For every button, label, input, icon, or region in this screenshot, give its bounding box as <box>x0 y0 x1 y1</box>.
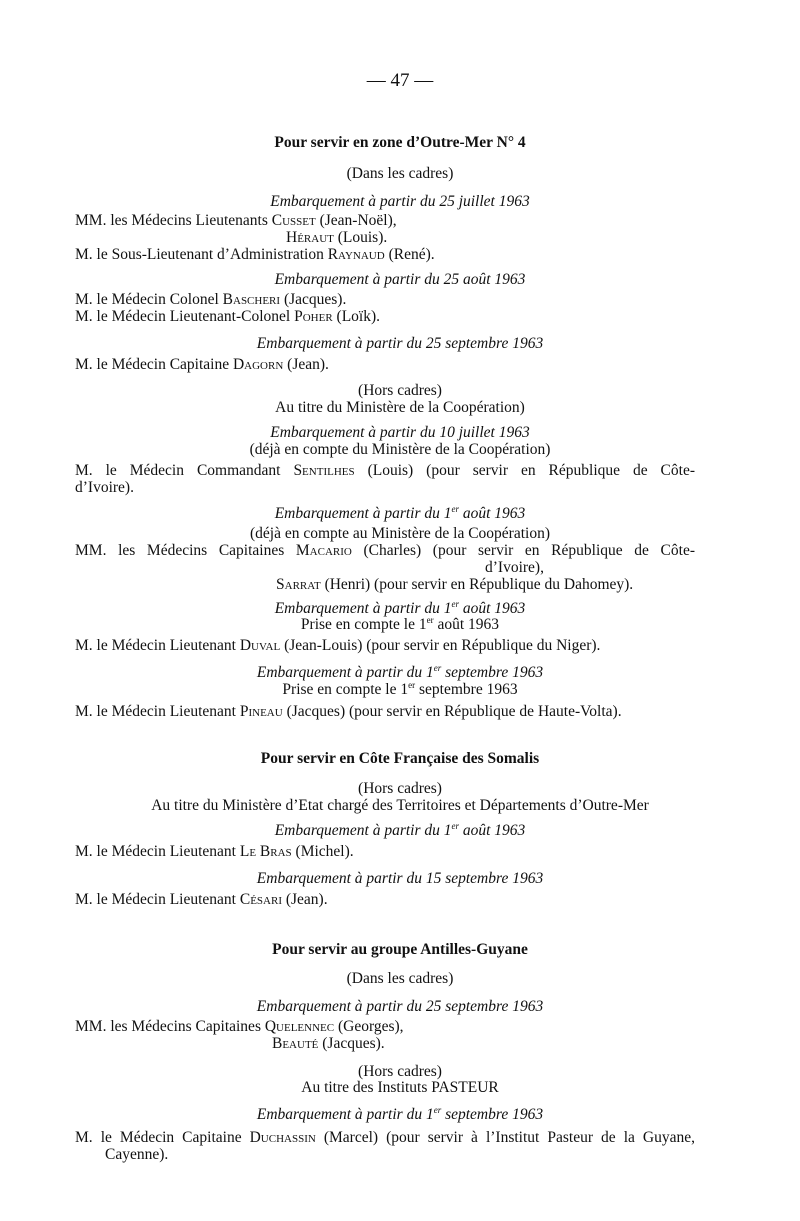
appointment-line: MM. les Médecins Lieutenants Cusset (Jean-Noël), <box>75 212 397 229</box>
section-title-antilles-guyane: Pour servir au groupe Antilles-Guyane <box>272 941 528 958</box>
surname: Césari <box>239 891 282 908</box>
note-line: (déjà en compte du Ministère de la Coopération) <box>249 441 551 458</box>
subheading-instituts: Au titre des Instituts PASTEUR <box>301 1079 499 1096</box>
appointment-line-continued: d’Ivoire). <box>75 479 134 496</box>
surname: Héraut <box>286 229 334 246</box>
appointment-line: M. le Médecin Capitaine Duchassin (Marcel) (pour servir à l’Institut Pasteur de la Guyane, <box>75 1129 695 1146</box>
subheading-dans-cadres: (Dans les cadres) <box>346 165 454 182</box>
appointment-line: M. le Médecin Colonel Bascheri (Jacques). <box>75 291 347 308</box>
embarkation-date: Embarquement à partir du 25 août 1963 <box>274 271 526 288</box>
appointment-line: M. le Médecin Commandant Sentilhes (Louis) (pour servir en République de Côte- <box>75 462 695 479</box>
surname: Dagorn <box>232 356 284 373</box>
appointment-line: MM. les Médecins Capitaines Quelennec (Georges), <box>75 1018 404 1035</box>
note-line: Prise en compte le 1er septembre 1963 <box>282 679 518 698</box>
subheading-hors-cadres: (Hors cadres) <box>358 1063 442 1080</box>
embarkation-date: Embarquement à partir du 25 juillet 1963 <box>270 193 530 210</box>
surname: Sentilhes <box>293 462 355 479</box>
appointment-line: Sarrat (Henri) (pour servir en République du Dahomey). <box>276 576 634 593</box>
appointment-line: M. le Sous-Lieutenant d’Administration Raynaud (René). <box>75 246 435 263</box>
note-line: Prise en compte le 1er août 1963 <box>300 614 500 633</box>
surname: Le Bras <box>239 843 292 860</box>
subheading-ministere: Au titre du Ministère de la Coopération) <box>275 399 525 416</box>
surname: Bascheri <box>222 291 281 308</box>
appointment-line: Beauté (Jacques). <box>272 1035 385 1052</box>
embarkation-date: Embarquement à partir du 1er août 1963 <box>274 598 526 617</box>
appointment-line: MM. les Médecins Capitaines Macario (Charles) (pour servir en République de Côte- <box>75 542 695 559</box>
subheading-hors-cadres: (Hors cadres) <box>358 382 442 399</box>
surname: Sarrat <box>276 576 321 593</box>
embarkation-date: Embarquement à partir du 1er septembre 1963 <box>256 662 544 681</box>
section-title-somalis: Pour servir en Côte Française des Somalis <box>260 750 540 767</box>
surname: Poher <box>294 308 333 325</box>
surname: Pineau <box>239 703 283 720</box>
surname: Beauté <box>272 1035 319 1052</box>
surname: Quelennec <box>264 1018 335 1035</box>
appointment-line: Héraut (Louis). <box>286 229 388 246</box>
embarkation-date: Embarquement à partir du 1er août 1963 <box>274 503 526 522</box>
appointment-line: M. le Médecin Lieutenant Césari (Jean). <box>75 891 328 908</box>
note-line: (déjà en compte au Ministère de la Coopération) <box>250 525 550 542</box>
embarkation-date: Embarquement à partir du 25 septembre 1963 <box>256 335 544 352</box>
surname: Duval <box>239 637 281 654</box>
embarkation-date: Embarquement à partir du 1er septembre 1963 <box>256 1104 544 1123</box>
surname: Raynaud <box>327 246 385 263</box>
section-title-outre-mer: Pour servir en zone d’Outre-Mer N° 4 <box>274 134 526 151</box>
embarkation-date: Embarquement à partir du 10 juillet 1963 <box>270 424 530 441</box>
subheading-ministere: Au titre du Ministère d’Etat chargé des Territoires et Départements d’Outre-Mer <box>151 797 649 814</box>
surname: Macario <box>295 542 352 559</box>
embarkation-date: Embarquement à partir du 1er août 1963 <box>274 820 526 839</box>
surname: Duchassin <box>249 1129 316 1146</box>
subheading-dans-cadres: (Dans les cadres) <box>346 970 454 987</box>
appointment-line: M. le Médecin Lieutenant Duval (Jean-Louis) (pour servir en République du Niger). <box>75 637 601 654</box>
appointment-line: M. le Médecin Lieutenant-Colonel Poher (Loïk). <box>75 308 381 325</box>
subheading-hors-cadres: (Hors cadres) <box>358 780 442 797</box>
appointment-line: M. le Médecin Lieutenant Pineau (Jacques) (pour servir en République de Haute-Volta). <box>75 703 622 720</box>
embarkation-date: Embarquement à partir du 15 septembre 1963 <box>256 870 544 887</box>
page-number: — 47 — <box>366 70 434 91</box>
appointment-line: M. le Médecin Lieutenant Le Bras (Michel). <box>75 843 354 860</box>
appointment-line: M. le Médecin Capitaine Dagorn (Jean). <box>75 356 329 373</box>
surname: Cusset <box>271 212 316 229</box>
embarkation-date: Embarquement à partir du 25 septembre 1963 <box>256 998 544 1015</box>
appointment-line-continued: Cayenne). <box>105 1146 169 1163</box>
appointment-line-continued: d’Ivoire), <box>485 559 544 576</box>
